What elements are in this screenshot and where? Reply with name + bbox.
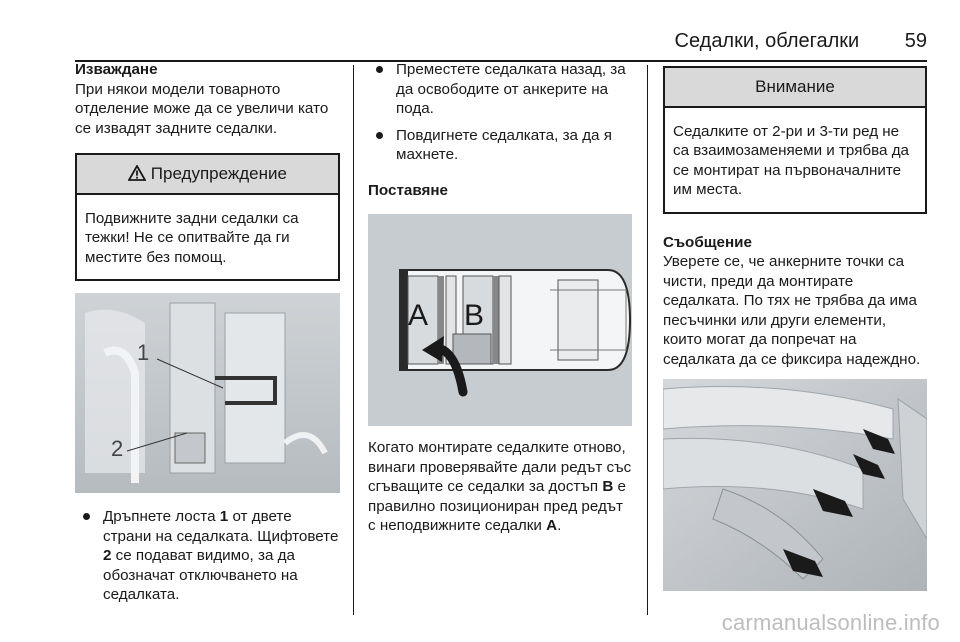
column-right [663,60,927,591]
section-title: Седалки, облегалки [674,30,860,52]
bullet-dot [376,66,383,73]
lever-instruction-list [75,507,340,605]
caution-box [663,66,927,214]
column-left [75,60,340,612]
column-divider [647,65,648,615]
page-header [75,30,927,62]
callout-b: B [464,299,485,332]
caution-title: Внимание [665,68,925,108]
removal-intro: При някои модели товарното отделение може да се увеличи като се извадят задните седалки. [75,80,329,137]
list-item: Преместете седалката назад, за да освободите от анкерите на пода. [368,60,634,119]
ref-a: A [546,517,558,534]
seat-lever-illustration [75,293,340,493]
warning-box [75,153,340,281]
installation-paragraph: Когато монтирате седалките отново, винаги проверявайте дали редът със сгъващите се седалки за достъп B е правилно позициониран пред редът с неподвижните седалки A. [368,439,632,534]
page-number: 59 [904,30,927,52]
notice-heading: Съобщение [663,233,752,251]
installation-heading: Поставяне [368,181,448,199]
bullet-dot [376,132,383,139]
notice-text: Уверете се, че анкерните точки са чисти, преди да монтирате седалката. По тях не трябва да има песъчинки или други елементи, които могат да попречат на седалката да се фиксира надеждно. [663,253,921,368]
warning-triangle-icon [128,164,151,183]
warning-title: Предупреждение [150,164,287,183]
column-middle [368,60,634,536]
seat-anchor-illustration [663,379,927,591]
bullet-dot [83,513,90,520]
callout-1: 1 [137,340,150,365]
callout-2: 2 [111,436,124,461]
list-item: Дръпнете лоста 1 от двете страни на седалката. Щифтовете 2 се подават видимо, за да обозначат отключването на седалката. [75,507,340,605]
callout-a: A [408,299,429,332]
warning-title-bar [77,155,338,195]
ref-2: 2 [103,547,112,564]
removal-steps-list [368,60,634,165]
ref-b: B [602,478,614,495]
list-item: Повдигнете седалката, за да я махнете. [368,126,634,165]
watermark: carmanualsonline.info [721,610,940,635]
warning-text: Подвижните задни седалки са тежки! Не се опитвайте да ги местите без помощ. [85,209,299,266]
ref-1: 1 [219,508,229,525]
caution-text: Седалките от 2-ри и 3-ти ред не са взаимозаменяеми и трябва да се монтират на първоначалните им места. [673,122,909,198]
removal-heading: Изваждане [75,61,158,78]
seat-layout-illustration [368,214,632,426]
column-divider [353,65,354,615]
